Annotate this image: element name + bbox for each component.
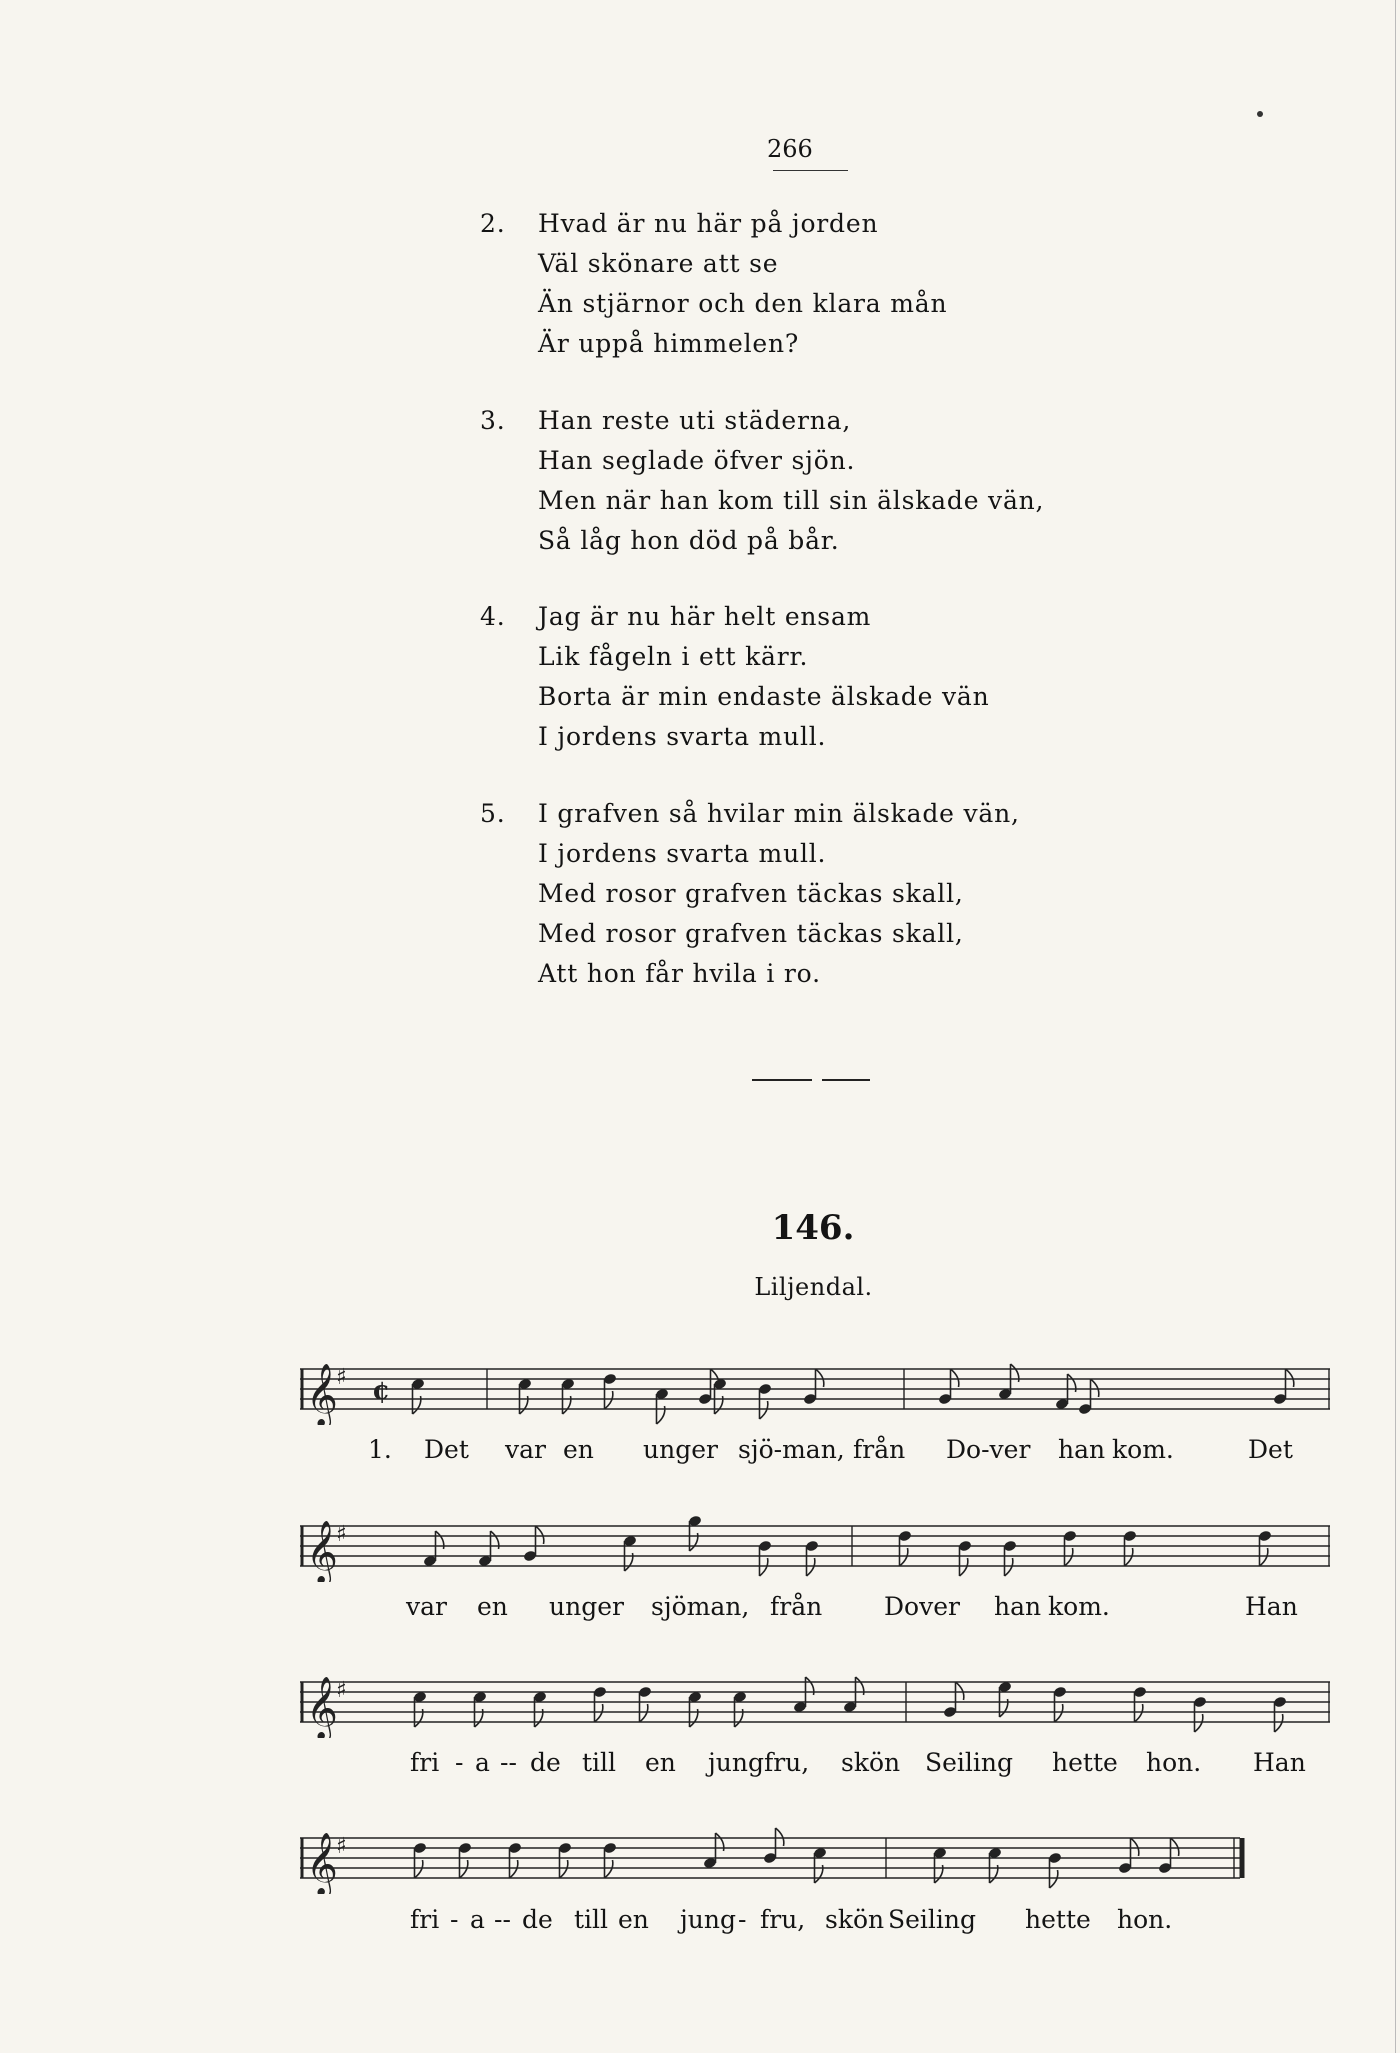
note-flag xyxy=(605,1860,613,1878)
lyric-syllable: kom. xyxy=(1112,1435,1174,1464)
note-flag xyxy=(1135,1704,1143,1722)
stanza-line: Med rosor grafven täckas skall, xyxy=(538,879,964,908)
ink-speck xyxy=(1257,111,1263,117)
lyric-syllable: -- xyxy=(500,1748,517,1777)
lyric-syllable: sjö-man, xyxy=(738,1435,845,1464)
note-flag xyxy=(560,1860,568,1878)
stanza-number: 5. xyxy=(480,799,506,828)
lyric-syllable: Seiling xyxy=(888,1905,977,1934)
lyric-syllable: hette xyxy=(1052,1748,1118,1777)
note-flag xyxy=(1131,1838,1139,1856)
treble-clef-icon: 𝄞 xyxy=(306,1363,338,1425)
music-staff-3 xyxy=(300,1668,1340,1738)
stanza-line: Jag är nu här helt ensam xyxy=(538,602,872,631)
note-flag xyxy=(951,1369,959,1387)
note-flag xyxy=(536,1526,544,1544)
lyric-syllable: a xyxy=(475,1748,490,1777)
lyric-syllable: skön xyxy=(841,1748,901,1777)
page-edge xyxy=(1395,0,1396,2053)
section-divider xyxy=(752,1079,812,1081)
note-flag xyxy=(595,1704,603,1722)
lyric-syllable: unger xyxy=(549,1592,624,1621)
lyric-syllable: - xyxy=(738,1905,747,1934)
lyric-syllable: Han xyxy=(1253,1748,1306,1777)
lyric-syllable: han xyxy=(994,1592,1042,1621)
lyric-syllable: Do-ver xyxy=(946,1435,1031,1464)
page-number-rule xyxy=(773,170,848,171)
lyric-syllable: Det xyxy=(1248,1435,1293,1464)
note-flag xyxy=(900,1548,908,1566)
stanza-line: Lik fågeln i ett kärr. xyxy=(538,642,809,671)
note-flag xyxy=(1275,1714,1283,1732)
sharp-icon: ♯ xyxy=(336,1678,347,1703)
stanza-line: Han reste uti städerna, xyxy=(538,406,852,435)
lyric-syllable: fru, xyxy=(760,1905,806,1934)
music-staff-1 xyxy=(300,1355,1340,1425)
note-flag xyxy=(816,1369,824,1387)
lyric-syllable: en xyxy=(618,1905,649,1934)
stanza-line: Väl skönare att se xyxy=(538,249,779,278)
stanza-line: Men när han kom till sin älskade vän, xyxy=(538,486,1045,515)
note-flag xyxy=(776,1828,784,1846)
lyric-syllable: en xyxy=(645,1748,676,1777)
lyric-syllable: han xyxy=(1058,1435,1106,1464)
note-flag xyxy=(1050,1870,1058,1888)
lyric-syllable: Seiling xyxy=(925,1748,1014,1777)
music-staff-4 xyxy=(300,1824,1340,1894)
note-flag xyxy=(956,1682,964,1700)
sharp-icon: ♯ xyxy=(336,1834,347,1859)
lyric-syllable: hon. xyxy=(1117,1905,1173,1934)
note-flag xyxy=(760,1558,768,1576)
lyric-syllable: sjöman, xyxy=(651,1592,750,1621)
lyric-syllable: unger xyxy=(643,1435,718,1464)
lyric-syllable: från xyxy=(770,1592,823,1621)
stanza-line: Än stjärnor och den klara mån xyxy=(538,289,948,318)
note-flag xyxy=(1055,1704,1063,1722)
stanza-line: Han seglade öfver sjön. xyxy=(538,446,856,475)
treble-clef-icon: 𝄞 xyxy=(306,1676,338,1738)
lyric-syllable: fri xyxy=(410,1905,440,1934)
stanza-line: I jordens svarta mull. xyxy=(538,722,827,751)
section-divider xyxy=(822,1079,870,1081)
sharp-icon: ♯ xyxy=(336,1365,347,1390)
note-flag xyxy=(1065,1548,1073,1566)
page-number: 266 xyxy=(767,135,813,163)
note-flag xyxy=(415,1860,423,1878)
music-staff-2 xyxy=(300,1512,1340,1582)
cut-time-icon: ¢ xyxy=(372,1376,391,1406)
lyric-syllable: de xyxy=(522,1905,553,1934)
lyric-syllable: jungfru, xyxy=(708,1748,810,1777)
note-flag xyxy=(1171,1838,1179,1856)
note-flag xyxy=(510,1860,518,1878)
stanza-number: 3. xyxy=(480,406,506,435)
stanza-number: 4. xyxy=(480,602,506,631)
stanza-line: I grafven så hvilar min älskade vän, xyxy=(538,799,1020,828)
lyric-syllable: Han xyxy=(1245,1592,1298,1621)
note-flag xyxy=(960,1558,968,1576)
stanza-line: Är uppå himmelen? xyxy=(538,329,800,358)
lyric-syllable: - xyxy=(450,1905,459,1934)
note-flag xyxy=(807,1558,815,1576)
lyric-syllable: de xyxy=(530,1748,561,1777)
song-number: 146. xyxy=(771,1208,855,1248)
lyric-syllable: till xyxy=(574,1905,609,1934)
sharp-icon: ♯ xyxy=(336,1522,347,1547)
note-flag xyxy=(1286,1369,1294,1387)
stanza-number: 2. xyxy=(480,209,506,238)
lyric-syllable: Det xyxy=(424,1435,469,1464)
lyric-syllable: a xyxy=(470,1905,485,1934)
note-flag xyxy=(460,1860,468,1878)
lyric-syllable: jung xyxy=(680,1905,736,1934)
treble-clef-icon: 𝄞 xyxy=(306,1520,338,1582)
lyric-syllable: till xyxy=(582,1748,617,1777)
stanza-line: Att hon får hvila i ro. xyxy=(538,959,821,988)
note-flag xyxy=(760,1401,768,1419)
lyric-syllable: skön xyxy=(825,1905,885,1934)
lyric-syllable: var xyxy=(406,1592,447,1621)
lyric-syllable: -- xyxy=(494,1905,511,1934)
lyric-syllable: en xyxy=(563,1435,594,1464)
note-flag xyxy=(605,1391,613,1409)
stanza-line: Med rosor grafven täckas skall, xyxy=(538,919,964,948)
lyric-syllable: hon. xyxy=(1146,1748,1202,1777)
note-flag xyxy=(1005,1558,1013,1576)
note-flag xyxy=(1260,1548,1268,1566)
lyric-syllable: från xyxy=(853,1435,906,1464)
treble-clef-icon: 𝄞 xyxy=(306,1832,338,1894)
lyric-syllable: fri xyxy=(410,1748,440,1777)
note-flag xyxy=(1125,1548,1133,1566)
stanza-line: Så låg hon död på bår. xyxy=(538,526,840,555)
lyric-syllable: var xyxy=(505,1435,546,1464)
lyric-syllable: Dover xyxy=(884,1592,960,1621)
lyric-syllable: hette xyxy=(1025,1905,1091,1934)
song-title: Liljendal. xyxy=(754,1273,873,1301)
lyric-syllable: en xyxy=(477,1592,508,1621)
note-flag xyxy=(1195,1714,1203,1732)
stanza-line: Hvad är nu här på jorden xyxy=(538,209,879,238)
note-flag xyxy=(640,1704,648,1722)
stanza-line: Borta är min endaste älskade vän xyxy=(538,682,990,711)
stanza-line: I jordens svarta mull. xyxy=(538,839,827,868)
lyric-syllable: - xyxy=(455,1748,464,1777)
lyric-syllable: 1. xyxy=(368,1435,392,1464)
lyric-syllable: kom. xyxy=(1048,1592,1110,1621)
note-flag xyxy=(1091,1379,1099,1397)
